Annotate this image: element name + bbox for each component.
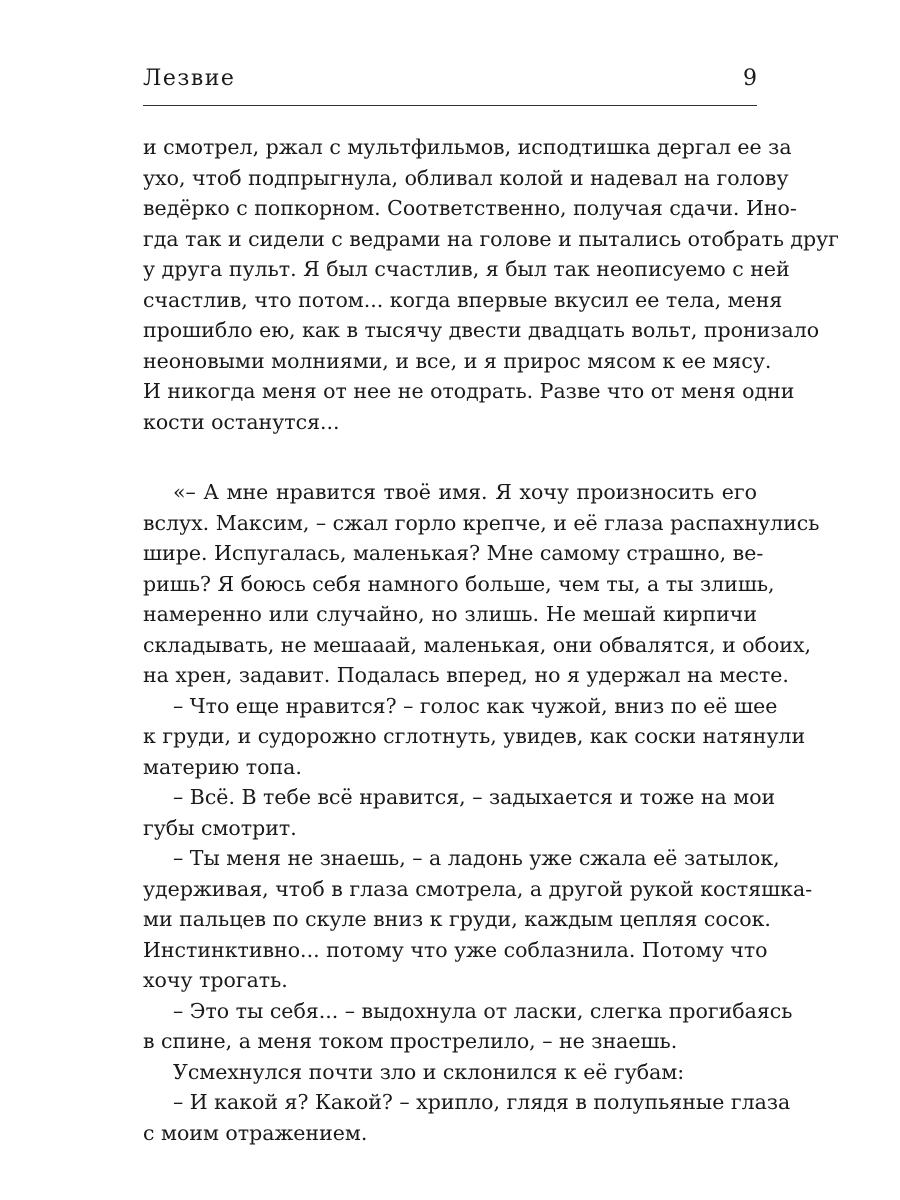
text-line: – Всё. В тебе всё нравится, – задыхается и тоже на мои <box>173 785 776 809</box>
text-line: Усмехнулся почти зло и склонился к её губам: <box>173 1059 685 1084</box>
header-rule <box>143 105 757 106</box>
text-line: с моим отражением. <box>143 1120 368 1145</box>
text-line: губы смотрит. <box>143 815 297 840</box>
text-line: гда так и сидели с ведрами на голове и пытались отобрать друг <box>143 226 839 251</box>
text-line: в спине, а меня током прострелило, – не знаешь. <box>143 1029 678 1053</box>
text-line: ухо, чтоб подпрыгнула, обливал колой и надевал на голову <box>143 165 789 190</box>
text-line: к груди, и судорожно сглотнуть, увидев, как соски натянули <box>143 724 806 748</box>
text-line: ведёрко с попкорном. Соответственно, получая сдачи. Ино- <box>143 196 797 220</box>
text-line: «– А мне нравится твоё имя. Я хочу произносить его <box>173 480 757 504</box>
body-text <box>143 132 839 1148</box>
text-line: вслух. Максим, – сжал горло крепче, и её глаза распахнулись <box>143 510 820 535</box>
text-line: – Это ты себя... – выдохнула от ласки, слегка прогибаясь <box>173 998 793 1023</box>
text-line: на хрен, задавит. Подалась вперед, но я удержал на месте. <box>143 663 789 687</box>
text-line: удерживая, чтоб в глаза смотрела, а другой рукой костяшка- <box>143 876 813 901</box>
text-line: намеренно или случайно, но злишь. Не мешай кирпичи <box>143 602 757 626</box>
page-number: 9 <box>743 66 757 91</box>
page-header <box>143 66 757 98</box>
section-break <box>143 437 757 477</box>
text-line: у друга пульт. Я был счастлив, я был так неописуемо с ней <box>143 257 790 281</box>
text-line: и смотрел, ржал с мультфильмов, исподтишка дергал ее за <box>143 135 792 159</box>
text-line: кости останутся... <box>143 409 340 434</box>
running-title: Лезвие <box>143 66 236 91</box>
text-line: – И какой я? Какой? – хрипло, глядя в полупьяные глаза <box>173 1090 791 1114</box>
text-line: складывать, не мешааай, маленькая, они обвалятся, и обоих, <box>143 632 812 657</box>
text-line: хочу трогать. <box>143 968 288 992</box>
text-line: счастлив, что потом... когда впервые вкусил ее тела, меня <box>143 287 783 312</box>
text-line: Инстинктивно... потому что уже соблазнила. Потому что <box>143 937 768 962</box>
text-line: – Что еще нравится? – голос как чужой, вниз по её шее <box>173 693 778 718</box>
text-line: И никогда меня от нее не отодрать. Разве что от меня одни <box>143 379 795 403</box>
text-line: ми пальцев по скуле вниз к груди, каждым цепляя сосок. <box>143 907 771 931</box>
text-line: ришь? Я боюсь себя намного больше, чем ты, а ты злишь, <box>143 571 775 596</box>
text-line: неоновыми молниями, и все, и я прирос мясом к ее мясу. <box>143 348 772 373</box>
text-line: материю топа. <box>143 754 302 779</box>
text-line: шире. Испугалась, маленькая? Мне самому страшно, ве- <box>143 541 764 565</box>
text-line: прошибло ею, как в тысячу двести двадцать вольт, пронизало <box>143 318 820 342</box>
text-line: – Ты меня не знаешь, – а ладонь уже сжала её затылок, <box>173 846 780 870</box>
